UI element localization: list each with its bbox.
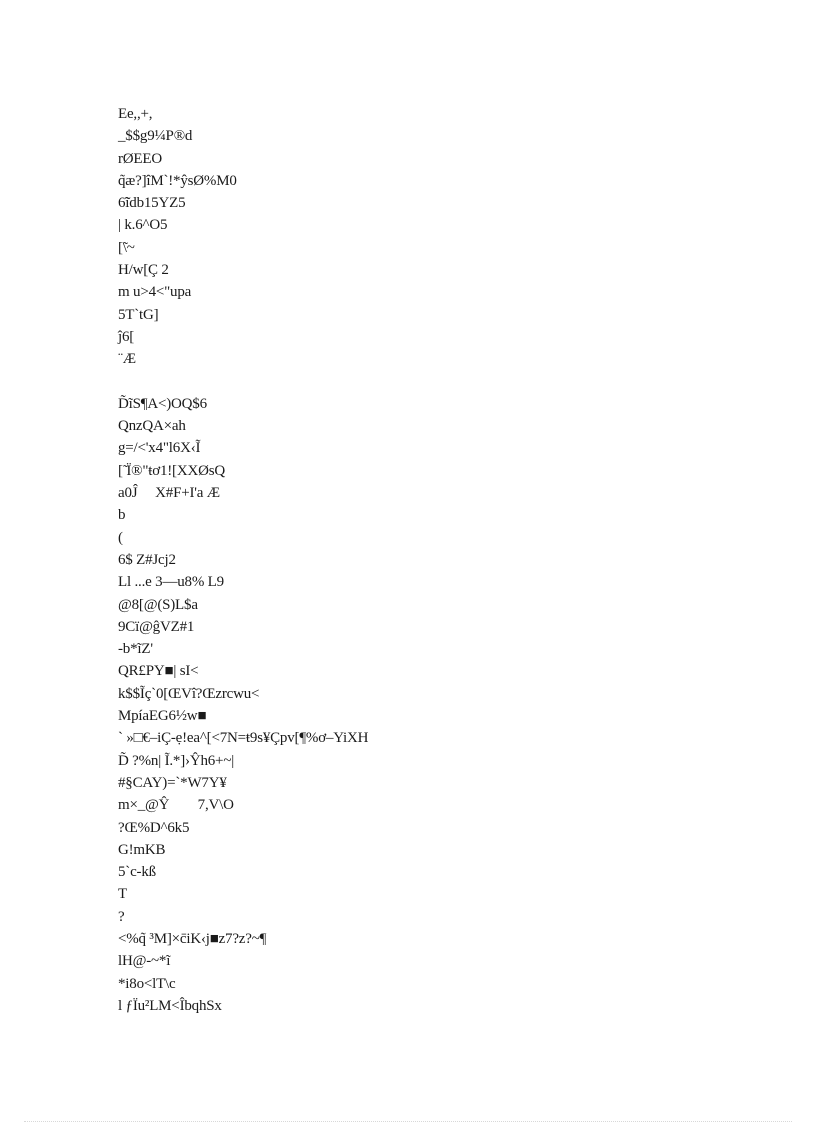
text-line: D̃ ?%n| Ĩ.*]›Ŷh6+~| — [118, 752, 235, 769]
text-line: D̃ĩS¶A<)OQ$6 — [118, 395, 207, 412]
page-bottom-rule — [24, 1121, 792, 1122]
text-line: QR£PY■| sI< — [118, 663, 199, 680]
text-line: G!mKB — [118, 841, 166, 858]
text-line: 6$ Z#Jcj2 — [118, 551, 176, 568]
text-line: l ƒÏu²LM<ÎbqhSx — [118, 997, 222, 1014]
text-line: ?Œ%D^6k5 — [118, 819, 190, 836]
text-line: H/w[Ç 2 — [118, 262, 169, 279]
text-line: Ee,,+, — [118, 106, 153, 122]
text-line: rØEEO — [118, 150, 162, 167]
text-line: m×_@Ŷ 7,V\O — [118, 797, 234, 814]
text-line — [118, 371, 368, 393]
text-line: lH@-~*ĩ — [118, 953, 171, 970]
text-line: 6̃ĩdb15YZ5 — [118, 195, 186, 212]
text-line: #§CAY)=`*W7Y¥ — [118, 774, 227, 791]
text-line: QnzQA×ah — [118, 418, 186, 435]
text-line: ? — [118, 908, 125, 925]
text-line: ĵ6[ — [118, 328, 135, 345]
text-line: ` »□€–iÇ-ẹ!ea^[<7N=ŧ9s¥Çpv[¶%ơ–YiXH — [118, 730, 369, 747]
text-lines — [118, 103, 368, 1017]
text-line: @8[@(S)L$a — [118, 596, 198, 613]
text-line: 9Cï@ĝVZ#1 — [118, 618, 195, 635]
text-line: -b*ĩZ' — [118, 641, 153, 658]
text-line: _$$g9¼P®d — [118, 128, 193, 145]
text-line: 5T`tG] — [118, 306, 159, 323]
text-line: g=/<'x4"l6X‹Ĩ — [118, 440, 201, 457]
text-line: [̃ Ï®"ŧơ1![XXØsQ — [118, 462, 226, 479]
text-line: k$$Ĩç`0[ŒVî?Œzrcwu< — [118, 685, 260, 702]
text-line: q̃æ?]îM`!*ŷsØ%M0 — [118, 172, 237, 189]
text-line: T — [118, 886, 127, 903]
text-line: ¨Æ — [118, 351, 136, 368]
text-line: b — [118, 507, 126, 524]
text-line: ( — [118, 529, 123, 546]
text-line: 5`c-kß — [118, 864, 156, 881]
text-line: *i8o<lT\c — [118, 975, 176, 992]
text-line: [̃\~ — [118, 239, 135, 256]
text-line: m u>4<"upa — [118, 284, 192, 301]
text-line: Ll ...e 3—u8% L9 — [118, 574, 224, 591]
text-line: | k.6^O5 — [118, 217, 168, 234]
text-line: MpíaEG6½w■ — [118, 708, 207, 725]
text-line: a0Ĵ X#F+I'a Æ — [118, 485, 220, 502]
text-line: <%q̃ ³M]×c̄iK‹j■z7?z?~¶ — [118, 930, 267, 947]
